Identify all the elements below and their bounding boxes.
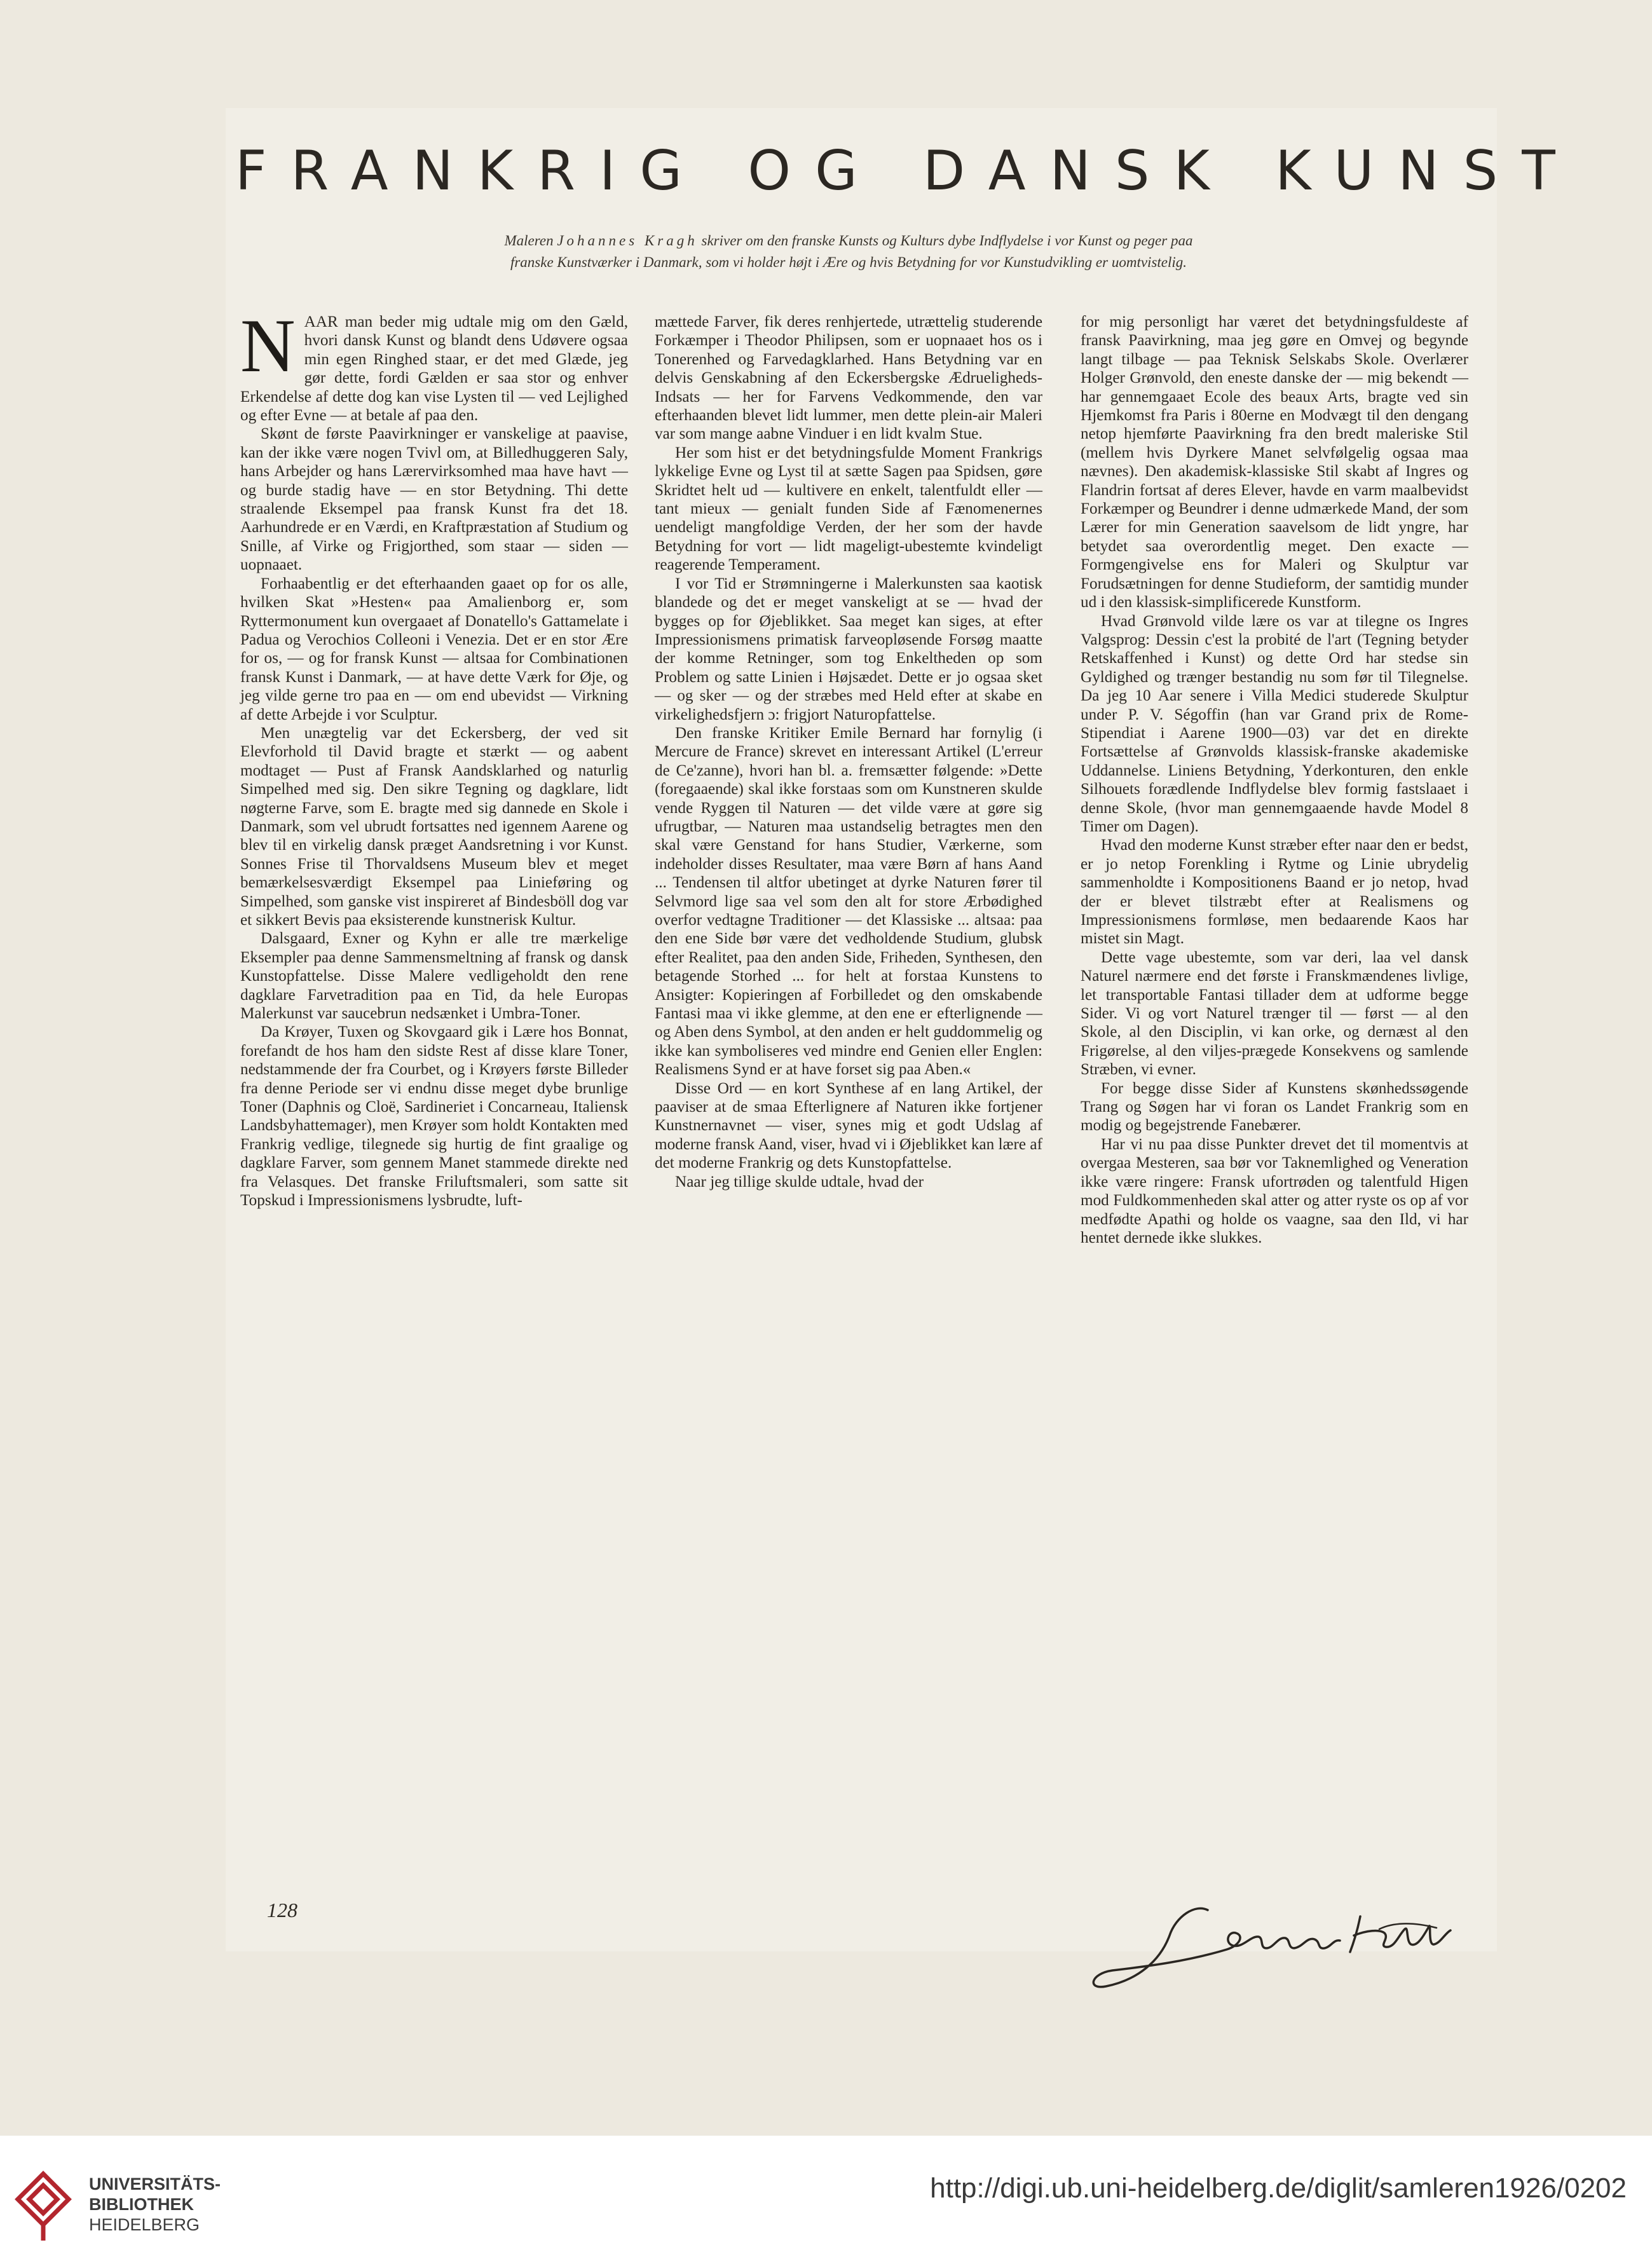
text-column-3 [1081, 313, 1468, 1247]
source-url-link[interactable]: http://digi.ub.uni-heidelberg.de/diglit/samleren1926/0202 [930, 2173, 1627, 2204]
paragraph: Naar jeg tillige skulde udtale, hvad der [675, 1173, 924, 1191]
paragraph [240, 303, 628, 425]
paragraph: Hvad Grønvold vilde lære os var at tilegne os Ingres Valgsprog: Dessin c'est la probité de l'art (Tegning betyder Retskaffenhed i Kunst) og dette Ord har stedse sin Gyldighed og trænger bestandig nu som før til Tilegnelse. Da jeg 10 Aar senere i Villa Medici studerede Skulptur under P. V. Ségoffin (han var Grand prix de Rome-Stipendiat i Aarene 1900—03) var det en direkte Fortsættelse af Grønvolds klassisk-franske akademiske Uddannelse. Liniens Betydning, Yderkonturen, den enkle Silhouets forædlende Indflydelse blev formig fastslaaet i denne Skole, (hvor man gennemgaaende havde Model 8 Timer om Dagen). [1081, 612, 1468, 835]
paragraph: Skønt de første Paavirkninger er vanskelige at paavise, kan der ikke være nogen Tvivl om, at Billedhuggeren Saly, hans Arbejder og hans Lærervirksomhed maa have havt — og burde stadig have — en stor Betydning. Thi dette straalende Eksempel paa fransk Kunst fra det 18. Aarhundrede er en Værdi, en Kraftpræstation af Studium og Snille, af Virke og Frigjorthed, som staar — siden — uopnaaet. [240, 425, 628, 574]
paragraph: Hvad den moderne Kunst stræber efter naar den er bedst, er jo netop Forenkling i Rytme og Linie ubrydelig sammenholdte i Kompositionens Baand er jo netop, hvad der er blevet tilstræbt efter at Realismens og Impressionismens formløse, men bedaarende Kaos har mistet sin Magt. [1081, 836, 1468, 948]
article-title: FRANKRIG OG DANSK KUNST [235, 139, 1580, 203]
library-name [89, 2174, 221, 2235]
subtitle-line-2: franske Kunstværker i Danmark, som vi holder højt i Ære og hvis Betydning for vor Kunstudvikling er uomtvistelig. [510, 254, 1187, 270]
library-name-line-3: HEIDELBERG [89, 2215, 200, 2234]
subtitle-post: skriver om den franske Kunsts og Kulturs dybe Indflydelse i vor Kunst og peger paa [697, 233, 1193, 249]
subtitle-pre: Maleren [504, 233, 557, 249]
drop-cap: N [240, 303, 296, 388]
text-column-2 [655, 313, 1042, 1191]
paragraph: Men unægtelig var det Eckersberg, der ved sit Elevforhold til David bragte et stærkt — og aabent modtaget — Pust af Fransk Aandsklarhed og naturlig Simpelhed med sig. Den sikre Tegning og dagklare, lidt nøgterne Farve, som E. bragte med sig dannede en Skole i Danmark, som vel ubrudt fortsattes ned igennem Aarene og blev til en virkelig dansk præget Aandsretning i vor Kunst. Sonnes Frise til Thorvaldsens Museum blev et meget bemærkelsesværdigt Eksempel paa Linieføring og Simpelhed, som ganske vist inspireret af Bindesböll dog var et sikkert Bevis paa eksisterende kunstnerisk Kultur. [240, 724, 628, 929]
page-number: 128 [267, 1899, 297, 1921]
paragraph: I vor Tid er Strømningerne i Malerkunsten saa kaotisk blandede og det er meget vanskeligt at se — hvad der bygges op for Øjeblikket. Saa meget kan siges, at efter Impressionismens primatisk farveopløsende Forsøg maatte der komme Retninger, som tog Enkeltheden op som Problem og satte Linien i Højsædet. Dette er jo ogsaa sket — og sker — og der stræbes med Held efter at skabe en virkelighedsfjern ɔ: frigjort Naturopfattelse. [655, 575, 1042, 723]
library-logo-icon [11, 2161, 81, 2244]
library-name-line-2: BIBLIOTHEK [89, 2195, 194, 2214]
paragraph-text: AAR man beder mig udtale mig om den Gæld, hvori dansk Kunst og blandt dens Udøvere ogsaa min egen Ringhed staar, er det med Glæde, jeg gør dette, fordi Gælden er saa stor og enhver Erkendelse af dette dog kan vise Lysten til — ved Lejlighed og efter Evne — at betale af paa den. [240, 313, 628, 425]
subtitle-author: Johannes Kragh [557, 233, 698, 249]
paragraph: Forhaabentlig er det efterhaanden gaaet op for os alle, hvilken Skat »Hesten« paa Amalienborg er, som Ryttermonument kun overgaaet af Donatello's Gattamelate i Padua og Verochios Colleoni i Venezia. Det er en stor Ære for os, — og for fransk Kunst — altsaa for Combinationen fransk Kunst i Danmark, — at have dette Værk for Øje, og jeg vilde gerne tro paa en — om end ubevidst — Virkning af dette Arbejde i vor Sculptur. [240, 575, 628, 723]
paragraph: Har vi nu paa disse Punkter drevet det til momentvis at overgaa Mesteren, saa bør vor Taknemlighed og Veneration ikke være ringere: Fransk ufortrøden og talentfuld Higen mod Fuldkommenheden skal atter og atter ryste os op af vor medfødte Apathi og holde os vaagne, saa den Ild, vi har hentet dernede ikke slukkes. [1081, 1135, 1468, 1246]
paragraph: Da Krøyer, Tuxen og Skovgaard gik i Lære hos Bonnat, forefandt de hos ham den sidste Rest af disse klare Toner, nedstammende der fra Courbet, og i Krøyers første Billeder fra denne Periode ser vi endnu disse meget dybe brunlige Toner (Daphnis og Cloë, Sardineriet i Concarneau, Italiensk Landsbyhattemager), men Krøyer som holdt Kontakten med Frankrig vedlige, tilegnede sig hurtig de fint graalige og dagklare Farver, som gennem Manet stammede direkte ned fra Velasques. Det franske Friluftsmaleri, som satte sit Topskud i Impressionismens lysbrudte, luft- [240, 1023, 628, 1210]
article-subtitle [280, 230, 1417, 273]
paragraph: Disse Ord — en kort Synthese af en lang Artikel, der paaviser at de smaa Efterlignere af Naturen ikke fortjener Kunstnernavnet — viser, synes mig et godt Udslag af moderne fransk Aand, viser, hvad vi i Øjeblikket kan lære af det moderne Frankrig og dets Kunstopfattelse. [655, 1079, 1042, 1172]
paragraph: Den franske Kritiker Emile Bernard har fornylig (i Mercure de France) skrevet en interessant Artikel (L'erreur de Ce'zanne), hvori han bl. a. fremsætter følgende: »Dette (foregaaende) skal ikke forstaas som om Kunstneren skulde vende Ryggen til Naturen — det vilde være at gøre sig ufrugtbar, — Naturen maa ustandselig betragtes men den skal være Genstand for hans Studier, Værkerne, som indeholder disses Resultater, maa være Børn af hans Aand ... Tendensen til altfor ubetinget at dyrke Naturen fører til Selvmord lige saa vel som den alt for store Ærbødighed overfor vedtagne Traditioner — det Klassiske ... altsaa: paa den ene Side bør være det vedholdende Studium, glubsk efter Realitet, paa den anden Side, Friheden, Synthesen, den betagende Storhed ... for helt at forstaa Kunstens to Ansigter: Kopieringen af Forbilledet og den omskabende Fantasi maa vi ikke glemme, at den ene er efterlignende — og Aben dens Symbol, at den anden er helt guddommelig og ikke kan symboliseres ved mindre end Genien eller Englen: Realismens Synd er at have forset sig paa Aben.« [655, 724, 1042, 1079]
paragraph: Dette vage ubestemte, som var deri, laa vel dansk Naturel nærmere end det første i Franskmændenes livlige, let transportable Fantasi tillader dem at udforme begge Sider. Vi og vort Naturel trænger til — først — al den Skole, al den Disciplin, vi kan orke, og dernæst al den Frigørelse, al den viljes-prægede Konsekvens og samlende Stræben, vi evner. [1081, 948, 1468, 1079]
paragraph: For begge disse Sider af Kunstens skønhedssøgende Trang og Søgen har vi foran os Landet Frankrig som en modig og begejstrende Fanebærer. [1081, 1079, 1468, 1135]
paragraph: Her som hist er det betydningsfulde Moment Frankrigs lykkelige Evne og Lyst til at sætte Sagen paa Spidsen, gøre Skridtet helt ud — kultivere en enkelt, talentfuldt eller — tant mieux — genialt funden Side af Fænomenernes uendeligt mangfoldige Verden, der her som der havde Betydning for vort — lidt mageligt-ubestemte kvindeligt reagerende Temperament. [655, 444, 1042, 574]
paragraph: for mig personligt har været det betydningsfuldeste af fransk Paavirkning, maa jeg gøre en Omvej og begynde langt tilbage — paa Teknisk Selskabs Skole. Overlærer Holger Grønvold, den eneste danske der — mig bekendt — har gennemgaaet Ecole des beaux Arts, bragte ved sin Hjemkomst fra Paris i 80erne en Modvægt til den dengang netop hjemførte Paavirkning fra den bredt maleriske Stil (mellem hvis Dyrkere Manet selvfølgelig ogsaa maa nævnes). Den akademisk-klassiske Stil skabt af Ingres og Flandrin fortsat af deres Elever, havde en varm maalbevidst Forkæmper og Beundrer i denne udmærkede Mand, der som Lærer for min Generation saavelsom de lidt yngre, har betydet saa overordentlig meget. Den exacte —Formgengivelse ens for Maleri og Skulptur var Forudsætningen for denne Studieform, der samtidig munder ud i den klassisk-simplificerede Kunstform. [1081, 313, 1468, 611]
text-column-1 [240, 303, 628, 1210]
signature-icon [1081, 1891, 1462, 2005]
subtitle-line-1 [280, 230, 1417, 252]
library-name-line-1: UNIVERSITÄTS- [89, 2174, 221, 2194]
paragraph: mættede Farver, fik deres renhjertede, utrættelig studerende Forkæmper i Theodor Philipsen, som er uopnaaet hos os i Tonerenhed og Farvedagklarhed. Hans Betydning var en delvis Genskabning af den Eckersbergske Ædrueligheds-Indsats — her for Farvens Vedkommende, den var efterhaanden blevet lidt lummer, men dette plein-air Maleri var som mange aabne Vinduer i en lidt kvalm Stue. [655, 313, 1042, 443]
paragraph: Dalsgaard, Exner og Kyhn er alle tre mærkelige Eksempler paa denne Sammensmeltning af fransk og dansk Kunstopfattelse. Disse Malere vedligeholdt den rene dagklare Farvetradition paa en Tid, da hele Europas Malerkunst var saucebrun nedsænket i Umbra-Toner. [240, 930, 628, 1023]
